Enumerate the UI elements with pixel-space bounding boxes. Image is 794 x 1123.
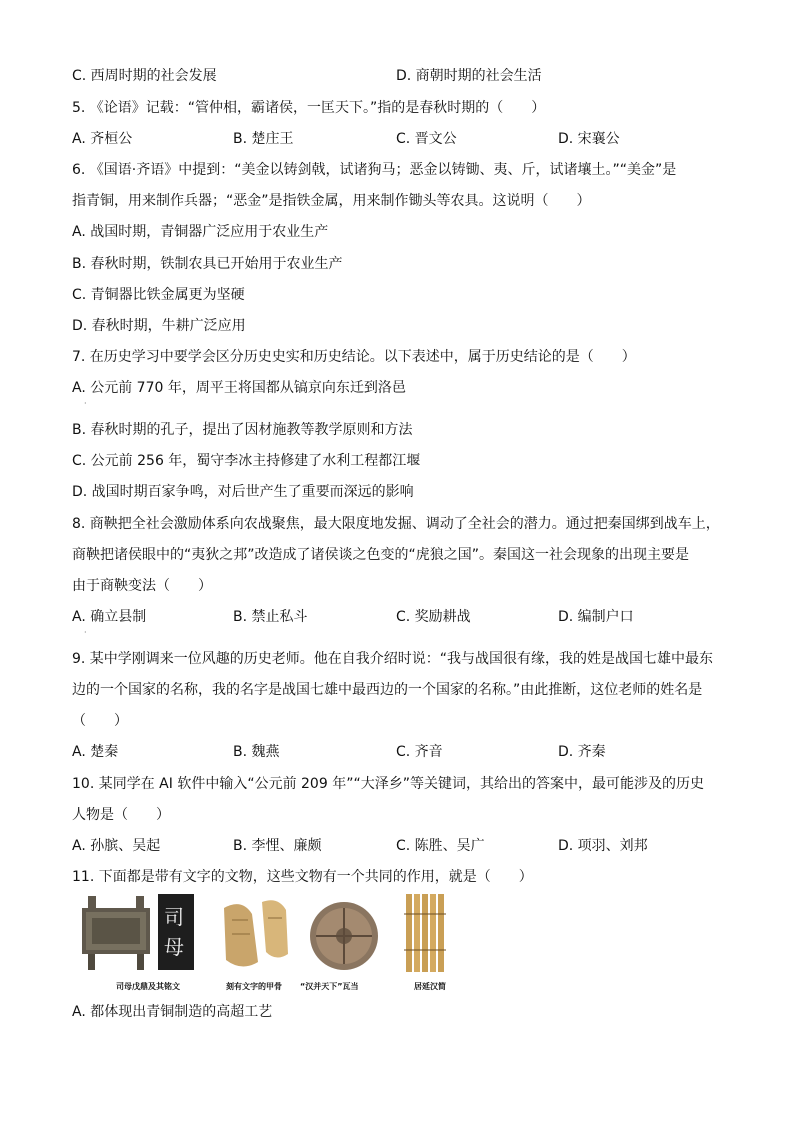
question-8-stem-1: 8. 商鞅把全社会激励体系向农战聚焦，最大限度地发掘、调动了全社会的潜力。通过把秦国绑到战车上， [72,516,720,532]
question-10-stem-2: 人物是（ ） [72,807,170,823]
artifacts-figure [72,890,472,982]
q6-option-c: C. 青铜器比铁金属更为坚硬 [72,287,245,303]
q10-option-a: A. 孙膑、吴起 [72,838,161,854]
question-7-stem: 7. 在历史学习中要学会区分历史史实和历史结论。以下表述中，属于历史结论的是（ ） [72,349,636,365]
question-10-stem-1: 10. 某同学在 AI 软件中输入“公元前 209 年”“大泽乡”等关键词，其给出的答案中，最可能涉及的历史 [72,776,704,792]
q8-option-b: B. 禁止私斗 [233,609,308,625]
q11-option-a: A. 都体现出青铜制造的高超工艺 [72,1004,273,1020]
q7-option-a: A. 公元前 770 年，周平王将国都从镐京向东迁到洛邑 [72,380,406,396]
svg-text:母: 母 [164,935,184,959]
q7-option-d: D. 战国时期百家争鸣，对后世产生了重要而深远的影响 [72,484,414,500]
q5-option-d: D. 宋襄公 [558,131,620,147]
ding-image [82,896,150,970]
caption-tile-end: “汉并天下”瓦当 [300,982,359,991]
q9-option-a: A. 楚秦 [72,744,119,760]
question-11-stem: 11. 下面都是带有文字的文物，这些文物有一个共同的作用，就是（ ） [72,869,533,885]
q9-option-d: D. 齐秦 [558,744,606,760]
stray-mark: · [84,399,87,408]
caption-ding: 司母戊鼎及其铭文 [116,982,180,991]
tile-end-image [310,902,378,970]
q5-option-a: A. 齐桓公 [72,131,133,147]
question-6-stem-1: 6. 《国语·齐语》中提到：“美金以铸剑戟，试诸狗马；恶金以铸锄、夷、斤，试诸壤土。”“美金”是 [72,162,677,178]
q8-option-d: D. 编制户口 [558,609,634,625]
option-d: D. 商朝时期的社会生活 [396,68,542,84]
question-8-stem-3: 由于商鞅变法（ ） [72,578,212,594]
q10-option-d: D. 项羽、刘邦 [558,838,648,854]
q5-option-b: B. 楚庄王 [233,131,294,147]
q6-option-b: B. 春秋时期，铁制农具已开始用于农业生产 [72,256,343,272]
question-6-stem-2: 指青铜，用来制作兵器；“恶金”是指铁金属，用来制作锄头等农具。这说明（ ） [72,193,591,209]
q9-option-b: B. 魏燕 [233,744,280,760]
q6-option-a: A. 战国时期，青铜器广泛应用于农业生产 [72,224,329,240]
question-9-stem-1: 9. 某中学刚调来一位风趣的历史老师。他在自我介绍时说：“我与战国很有缘，我的姓是战国七雄中最东 [72,651,714,667]
q8-option-a: A. 确立县制 [72,609,147,625]
q7-option-b: B. 春秋时期的孔子，提出了因材施教等教学原则和方法 [72,422,413,438]
q5-option-c: C. 晋文公 [396,131,457,147]
option-c: C. 西周时期的社会发展 [72,68,217,84]
stray-mark: · [84,628,87,637]
caption-bamboo-slips: 居延汉简 [414,982,446,991]
q8-option-c: C. 奖励耕战 [396,609,471,625]
q7-option-c: C. 公元前 256 年，蜀守李冰主持修建了水利工程都江堰 [72,453,421,469]
question-9-stem-3: （ ） [72,713,128,729]
q10-option-c: C. 陈胜、吴广 [396,838,485,854]
q10-option-b: B. 李悝、廉颇 [233,838,322,854]
oracle-bone-image [224,900,288,966]
question-8-stem-2: 商鞅把诸侯眼中的“夷狄之邦”改造成了诸侯谈之色变的“虎狼之国”。秦国这一社会现象的出现主要是 [72,547,690,563]
svg-text:司: 司 [164,905,184,929]
inscription-image [158,894,194,970]
q9-option-c: C. 齐音 [396,744,443,760]
caption-oracle-bone: 刻有文字的甲骨 [226,982,282,991]
question-5-stem: 5. 《论语》记载：“管仲相，霸诸侯，一匡天下。”指的是春秋时期的（ ） [72,100,546,116]
q6-option-d: D. 春秋时期，牛耕广泛应用 [72,318,246,334]
bamboo-slips-image [404,894,446,972]
question-9-stem-2: 边的一个国家的名称，我的名字是战国七雄中最西边的一个国家的名称。”由此推断，这位老师的姓名是 [72,682,703,698]
